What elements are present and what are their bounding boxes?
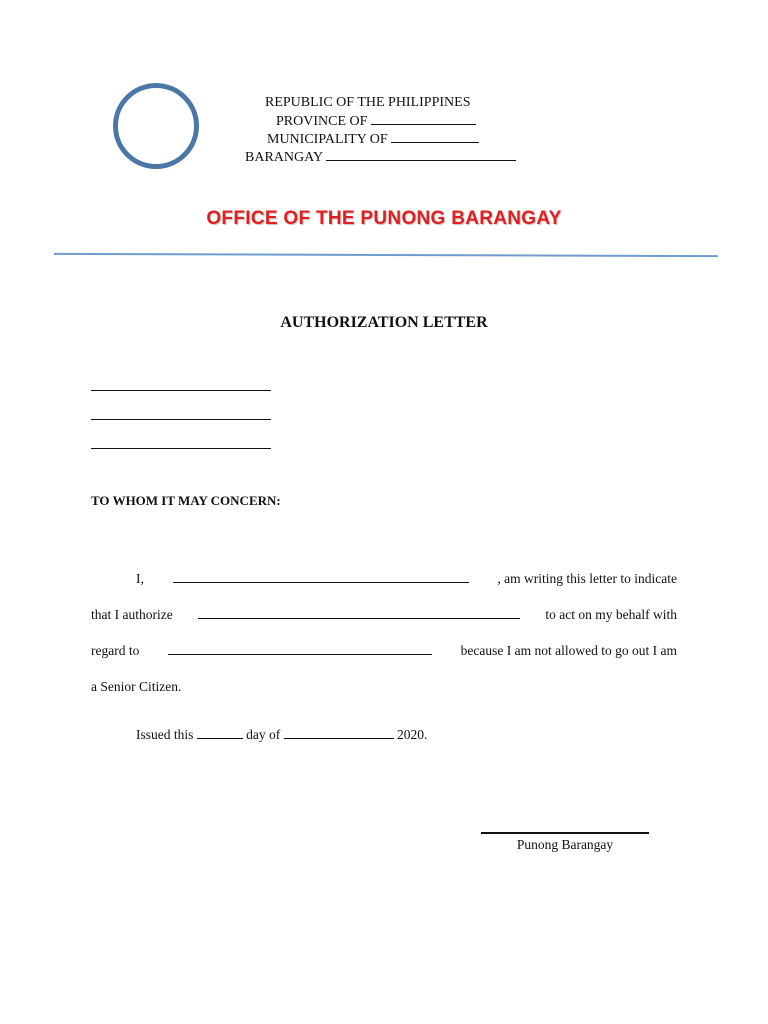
body-line-3-suffix: because I am not allowed to go out I am bbox=[460, 643, 677, 658]
issued-prefix: Issued this bbox=[136, 727, 194, 742]
body-line-2-suffix: to act on my behalf with bbox=[545, 607, 677, 622]
barangay-label: BARANGAY bbox=[245, 150, 323, 165]
issued-day-blank bbox=[197, 726, 243, 739]
body-line-3 bbox=[91, 642, 677, 659]
body-line-1-suffix: , am writing this letter to indicate bbox=[497, 571, 677, 586]
province-label: PROVINCE OF bbox=[276, 114, 368, 129]
municipality-blank bbox=[391, 130, 479, 143]
signature-line bbox=[481, 832, 649, 834]
purpose-blank bbox=[168, 642, 432, 655]
issued-line bbox=[136, 726, 427, 743]
salutation: TO WHOM IT MAY CONCERN: bbox=[91, 493, 281, 508]
body-line-3-prefix: regard to bbox=[91, 643, 140, 658]
signature-label: Punong Barangay bbox=[516, 837, 614, 852]
body-line-4 bbox=[91, 679, 677, 695]
body-line-4-text: a Senior Citizen. bbox=[91, 679, 182, 694]
issued-month-blank bbox=[284, 726, 394, 739]
seal-placeholder bbox=[113, 83, 199, 169]
province-blank bbox=[371, 112, 476, 125]
municipality-line bbox=[267, 130, 479, 148]
office-title: OFFICE OF THE PUNONG BARANGAY bbox=[206, 208, 562, 229]
address-blank-3 bbox=[91, 448, 271, 449]
body-line-1 bbox=[91, 570, 677, 587]
issued-middle: day of bbox=[246, 727, 281, 742]
municipality-label: MUNICIPALITY OF bbox=[267, 132, 388, 147]
authorized-person-blank bbox=[198, 606, 520, 619]
barangay-blank bbox=[326, 148, 516, 161]
province-line bbox=[276, 112, 476, 130]
republic-heading: REPUBLIC OF THE PHILIPPINES bbox=[265, 95, 471, 110]
authorizer-name-blank bbox=[173, 570, 469, 583]
body-line-2 bbox=[91, 606, 677, 623]
header-divider bbox=[54, 253, 718, 257]
address-blank-2 bbox=[91, 419, 271, 420]
document-title: AUTHORIZATION LETTER bbox=[280, 314, 488, 331]
address-blank-1 bbox=[91, 390, 271, 391]
issued-year: 2020. bbox=[397, 727, 428, 742]
body-line-2-prefix: that I authorize bbox=[91, 607, 173, 622]
barangay-line bbox=[245, 148, 516, 166]
body-line-1-prefix: I, bbox=[136, 571, 144, 586]
